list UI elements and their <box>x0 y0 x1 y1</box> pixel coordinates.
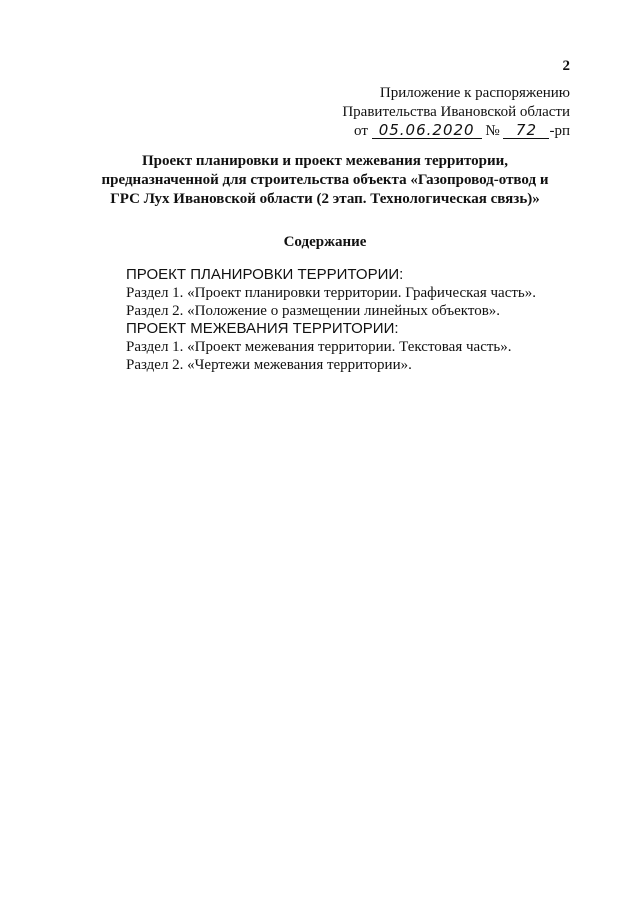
table-of-contents <box>126 266 586 374</box>
handwritten-date: 05.06.2020 <box>372 122 482 139</box>
appendix-line-2: Правительства Ивановской области <box>342 104 570 120</box>
toc-item: Раздел 2. «Чертежи межевания территории». <box>126 357 412 373</box>
document-title <box>100 152 550 209</box>
toc-section-surveying: ПРОЕКТ МЕЖЕВАНИЯ ТЕРРИТОРИИ: <box>126 320 399 337</box>
appendix-line-1: Приложение к распоряжению <box>379 85 570 101</box>
toc-item: Раздел 1. «Проект межевания территории. Текстовая часть». <box>126 339 512 355</box>
handwritten-number: 72 <box>503 122 549 139</box>
title-line-1: Проект планировки и проект межевания территории, <box>141 153 509 169</box>
title-line-3: ГРС Лух Ивановской области (2 этап. Технологическая связь)» <box>110 191 540 207</box>
appendix-header <box>310 84 570 141</box>
from-label: от <box>354 123 368 139</box>
appendix-line-3 <box>310 122 570 141</box>
toc-section-planning: ПРОЕКТ ПЛАНИРОВКИ ТЕРРИТОРИИ: <box>126 266 404 283</box>
contents-heading: Содержание <box>283 234 367 250</box>
page-number: 2 <box>562 58 570 74</box>
toc-item: Раздел 2. «Положение о размещении линейных объектов». <box>126 303 501 319</box>
toc-item: Раздел 1. «Проект планировки территории. Графическая часть». <box>126 285 537 301</box>
number-label: № <box>485 123 500 139</box>
title-line-2: предназначенной для строительства объекта «Газопровод-отвод и <box>101 172 549 188</box>
number-suffix: -рп <box>549 123 570 139</box>
